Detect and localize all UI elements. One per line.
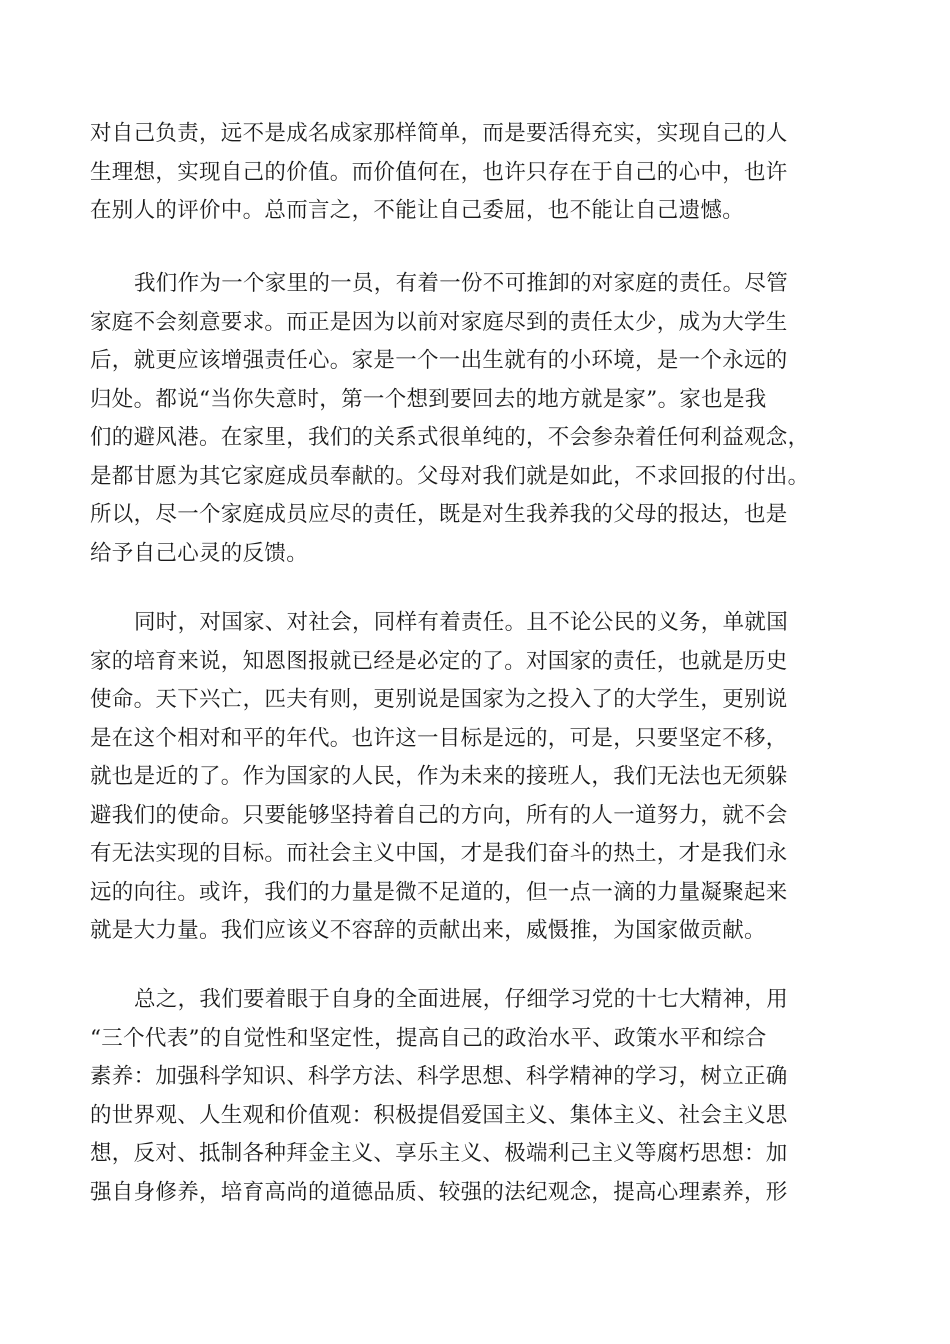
text-line: 家的培育来说，知恩图报就已经是必定的了。对国家的责任，也就是历史 — [90, 648, 788, 674]
text-line: 就也是近的了。作为国家的人民，作为未来的接班人，我们无法也无须躲 — [90, 764, 788, 789]
text-line: 家庭不会刻意要求。而正是因为以前对家庭尽到的责任太少，成为大学生 — [90, 309, 788, 335]
paragraph-national-responsibility — [90, 604, 870, 951]
text-line: 远的向往。或许，我们的力量是微不足道的，但一点一滴的力量凝聚起来 — [90, 879, 788, 905]
text-line: 是都甘愿为其它家庭成员奉献的。父母对我们就是如此，不求回报的付出。 — [90, 463, 810, 489]
paragraph-family-responsibility — [90, 265, 870, 573]
text-line: 使命。天下兴亡，匹夫有则，更别说是国家为之投入了的大学生，更别说 — [90, 687, 788, 712]
text-line: 同时，对国家、对社会，同样有着责任。且不论公民的义务，单就国 — [134, 610, 789, 635]
text-line: 后，就更应该增强责任心。家是一个一出生就有的小环境，是一个永远的 — [90, 348, 788, 373]
text-line: 总之，我们要着眼于自身的全面进展，仔细学习党的十七大精神，用 — [134, 987, 789, 1012]
text-line: 归处。都说“当你失意时，第一个想到要回去的地方就是家”。家也是我 — [90, 386, 767, 412]
text-line: “三个代表”的自觉性和坚定性，提高自己的政治水平、政策水平和综合 — [90, 1025, 767, 1051]
text-line: 的世界观、人生观和价值观：积极提倡爱国主义、集体主义、社会主义思 — [90, 1102, 788, 1128]
paragraph-self-responsibility — [90, 115, 870, 231]
text-line: 生理想，实现自己的价值。而价值何在，也许只存在于自己的心中，也许 — [90, 159, 788, 185]
text-line: 强自身修养，培育高尚的道德品质、较强的法纪观念，提高心理素养，形 — [90, 1179, 788, 1205]
text-line: 是在这个相对和平的年代。也许这一目标是远的，可是，只要坚定不移， — [90, 725, 788, 751]
text-line: 我们作为一个家里的一员，有着一份不可推卸的对家庭的责任。尽管 — [134, 271, 789, 296]
text-line: 就是大力量。我们应该义不容辞的贡献出来，威慑推，为国家做贡献。 — [90, 918, 766, 943]
text-line: 们的避风港。在家里，我们的关系式很单纯的，不会参杂着任何利益观念， — [90, 425, 810, 450]
text-line: 所以，尽一个家庭成员应尽的责任，既是对生我养我的父母的报达，也是 — [90, 502, 788, 527]
text-line: 对自己负责，远不是成名成家那样简单，而是要活得充实，实现自己的人 — [90, 121, 788, 146]
text-line: 有无法实现的目标。而社会主义中国，才是我们奋斗的热土，才是我们永 — [90, 841, 788, 866]
paragraph-conclusion — [90, 981, 870, 1212]
text-line: 避我们的使命。只要能够坚持着自己的方向，所有的人一道努力，就不会 — [90, 802, 788, 828]
text-line: 在别人的评价中。总而言之，不能让自己委屈，也不能让自己遗憾。 — [90, 198, 745, 223]
text-line: 想，反对、抵制各种拜金主义、享乐主义、极端利己主义等腐朽思想：加 — [90, 1141, 788, 1166]
text-line: 给予自己心灵的反馈。 — [90, 540, 309, 566]
text-line: 素养：加强科学知识、科学方法、科学思想、科学精神的学习，树立正确 — [90, 1064, 788, 1089]
